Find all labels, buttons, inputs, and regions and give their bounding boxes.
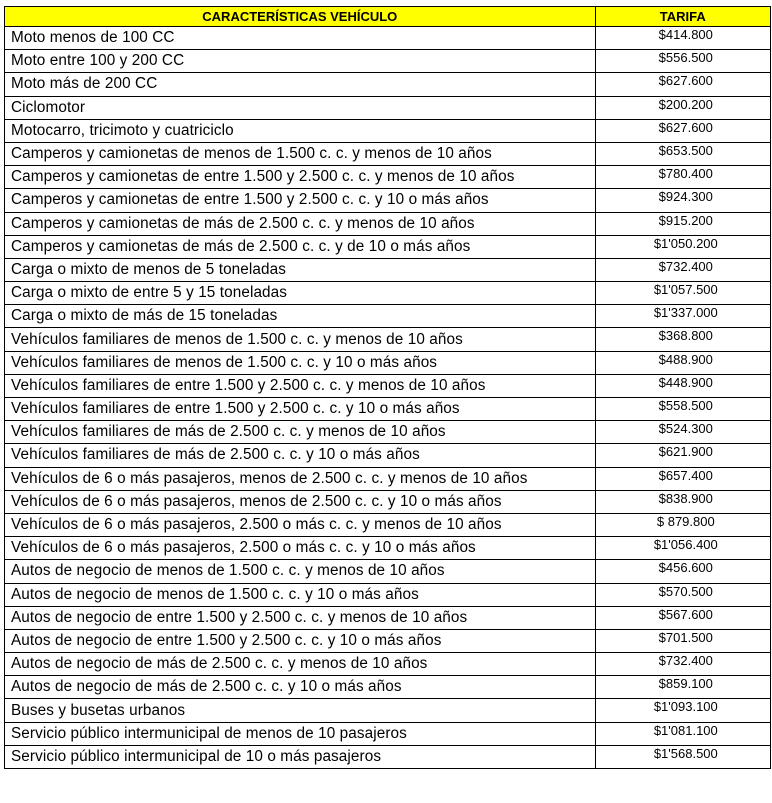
table-row — [5, 27, 771, 50]
vehicle-characteristic-cell: Vehículos familiares de más de 2.500 c. c. y 10 o más años — [5, 444, 596, 467]
tariff-cell: $732.400 — [595, 653, 770, 676]
table-row — [5, 235, 771, 258]
tariff-cell: $653.500 — [595, 142, 770, 165]
vehicle-characteristic-cell: Carga o mixto de entre 5 y 15 toneladas — [5, 282, 596, 305]
vehicle-characteristic-cell: Vehículos de 6 o más pasajeros, 2.500 o más c. c. y 10 o más años — [5, 537, 596, 560]
tariff-cell: $859.100 — [595, 676, 770, 699]
table-row — [5, 629, 771, 652]
table-row — [5, 653, 771, 676]
vehicle-characteristic-cell: Vehículos familiares de menos de 1.500 c. c. y menos de 10 años — [5, 328, 596, 351]
tariff-cell: $1'050.200 — [595, 235, 770, 258]
tariff-cell: $448.900 — [595, 374, 770, 397]
tariff-cell: $924.300 — [595, 189, 770, 212]
tariff-cell: $368.800 — [595, 328, 770, 351]
vehicle-characteristic-cell: Autos de negocio de más de 2.500 c. c. y 10 o más años — [5, 676, 596, 699]
tariff-cell: $456.600 — [595, 560, 770, 583]
table-row — [5, 189, 771, 212]
table-row — [5, 305, 771, 328]
tariff-cell: $567.600 — [595, 606, 770, 629]
vehicle-characteristic-cell: Autos de negocio de más de 2.500 c. c. y menos de 10 años — [5, 653, 596, 676]
vehicle-characteristic-cell: Autos de negocio de menos de 1.500 c. c. y menos de 10 años — [5, 560, 596, 583]
vehicle-characteristic-cell: Vehículos de 6 o más pasajeros, menos de 2.500 c. c. y menos de 10 años — [5, 467, 596, 490]
vehicle-characteristic-cell: Vehículos de 6 o más pasajeros, menos de 2.500 c. c. y 10 o más años — [5, 490, 596, 513]
table-row — [5, 212, 771, 235]
vehicle-characteristic-cell: Autos de negocio de entre 1.500 y 2.500 c. c. y menos de 10 años — [5, 606, 596, 629]
table-row — [5, 119, 771, 142]
tariff-cell: $558.500 — [595, 398, 770, 421]
table-row — [5, 328, 771, 351]
tariff-cell: $524.300 — [595, 421, 770, 444]
vehicle-characteristic-cell: Moto menos de 100 CC — [5, 27, 596, 50]
vehicle-characteristic-cell: Carga o mixto de menos de 5 toneladas — [5, 258, 596, 281]
vehicle-characteristic-cell: Camperos y camionetas de más de 2.500 c. c. y menos de 10 años — [5, 212, 596, 235]
table-row — [5, 258, 771, 281]
tariff-cell: $1'057.500 — [595, 282, 770, 305]
vehicle-characteristic-cell: Camperos y camionetas de menos de 1.500 c. c. y menos de 10 años — [5, 142, 596, 165]
table-row — [5, 676, 771, 699]
tariff-cell: $621.900 — [595, 444, 770, 467]
table-row — [5, 722, 771, 745]
table-row — [5, 537, 771, 560]
table-row — [5, 142, 771, 165]
table-row — [5, 398, 771, 421]
table-row — [5, 282, 771, 305]
vehicle-characteristic-cell: Vehículos familiares de menos de 1.500 c. c. y 10 o más años — [5, 351, 596, 374]
tariff-cell: $1'081.100 — [595, 722, 770, 745]
tariff-table — [4, 6, 771, 769]
tariff-cell: $ 879.800 — [595, 513, 770, 536]
tariff-cell: $1'568.500 — [595, 745, 770, 768]
table-row — [5, 166, 771, 189]
vehicle-characteristic-cell: Camperos y camionetas de entre 1.500 y 2.500 c. c. y menos de 10 años — [5, 166, 596, 189]
vehicle-characteristic-cell: Autos de negocio de menos de 1.500 c. c. y 10 o más años — [5, 583, 596, 606]
vehicle-characteristic-cell: Vehículos familiares de entre 1.500 y 2.500 c. c. y menos de 10 años — [5, 374, 596, 397]
vehicle-characteristic-cell: Vehículos de 6 o más pasajeros, 2.500 o más c. c. y menos de 10 años — [5, 513, 596, 536]
vehicle-characteristic-cell: Moto entre 100 y 200 CC — [5, 50, 596, 73]
vehicle-characteristic-cell: Motocarro, tricimoto y cuatriciclo — [5, 119, 596, 142]
table-body — [5, 27, 771, 769]
table-row — [5, 351, 771, 374]
table-row — [5, 96, 771, 119]
vehicle-characteristic-cell: Ciclomotor — [5, 96, 596, 119]
table-row — [5, 73, 771, 96]
table-row — [5, 374, 771, 397]
tariff-cell: $414.800 — [595, 27, 770, 50]
tariff-cell: $838.900 — [595, 490, 770, 513]
tariff-cell: $1'056.400 — [595, 537, 770, 560]
tariff-cell: $701.500 — [595, 629, 770, 652]
table-row — [5, 606, 771, 629]
table-row — [5, 490, 771, 513]
column-header-tariff: TARIFA — [595, 7, 770, 27]
tariff-cell: $556.500 — [595, 50, 770, 73]
table-row — [5, 745, 771, 768]
tariff-cell: $915.200 — [595, 212, 770, 235]
table-row — [5, 421, 771, 444]
vehicle-characteristic-cell: Vehículos familiares de más de 2.500 c. c. y menos de 10 años — [5, 421, 596, 444]
vehicle-characteristic-cell: Servicio público intermunicipal de menos de 10 pasajeros — [5, 722, 596, 745]
tariff-cell: $1'337.000 — [595, 305, 770, 328]
table-row — [5, 560, 771, 583]
vehicle-characteristic-cell: Vehículos familiares de entre 1.500 y 2.500 c. c. y 10 o más años — [5, 398, 596, 421]
table-header-row — [5, 7, 771, 27]
vehicle-characteristic-cell: Servicio público intermunicipal de 10 o más pasajeros — [5, 745, 596, 768]
vehicle-characteristic-cell: Autos de negocio de entre 1.500 y 2.500 c. c. y 10 o más años — [5, 629, 596, 652]
vehicle-characteristic-cell: Moto más de 200 CC — [5, 73, 596, 96]
tariff-cell: $780.400 — [595, 166, 770, 189]
table-row — [5, 699, 771, 722]
tariff-cell: $657.400 — [595, 467, 770, 490]
tariff-cell: $1'093.100 — [595, 699, 770, 722]
tariff-cell: $732.400 — [595, 258, 770, 281]
table-row — [5, 50, 771, 73]
table-row — [5, 583, 771, 606]
vehicle-characteristic-cell: Buses y busetas urbanos — [5, 699, 596, 722]
vehicle-characteristic-cell: Carga o mixto de más de 15 toneladas — [5, 305, 596, 328]
vehicle-characteristic-cell: Camperos y camionetas de entre 1.500 y 2.500 c. c. y 10 o más años — [5, 189, 596, 212]
table-row — [5, 467, 771, 490]
table-row — [5, 444, 771, 467]
tariff-cell: $200.200 — [595, 96, 770, 119]
vehicle-characteristic-cell: Camperos y camionetas de más de 2.500 c. c. y de 10 o más años — [5, 235, 596, 258]
tariff-cell: $627.600 — [595, 73, 770, 96]
tariff-cell: $627.600 — [595, 119, 770, 142]
column-header-vehicle-characteristics: CARACTERÍSTICAS VEHÍCULO — [5, 7, 596, 27]
table-row — [5, 513, 771, 536]
tariff-cell: $570.500 — [595, 583, 770, 606]
tariff-cell: $488.900 — [595, 351, 770, 374]
